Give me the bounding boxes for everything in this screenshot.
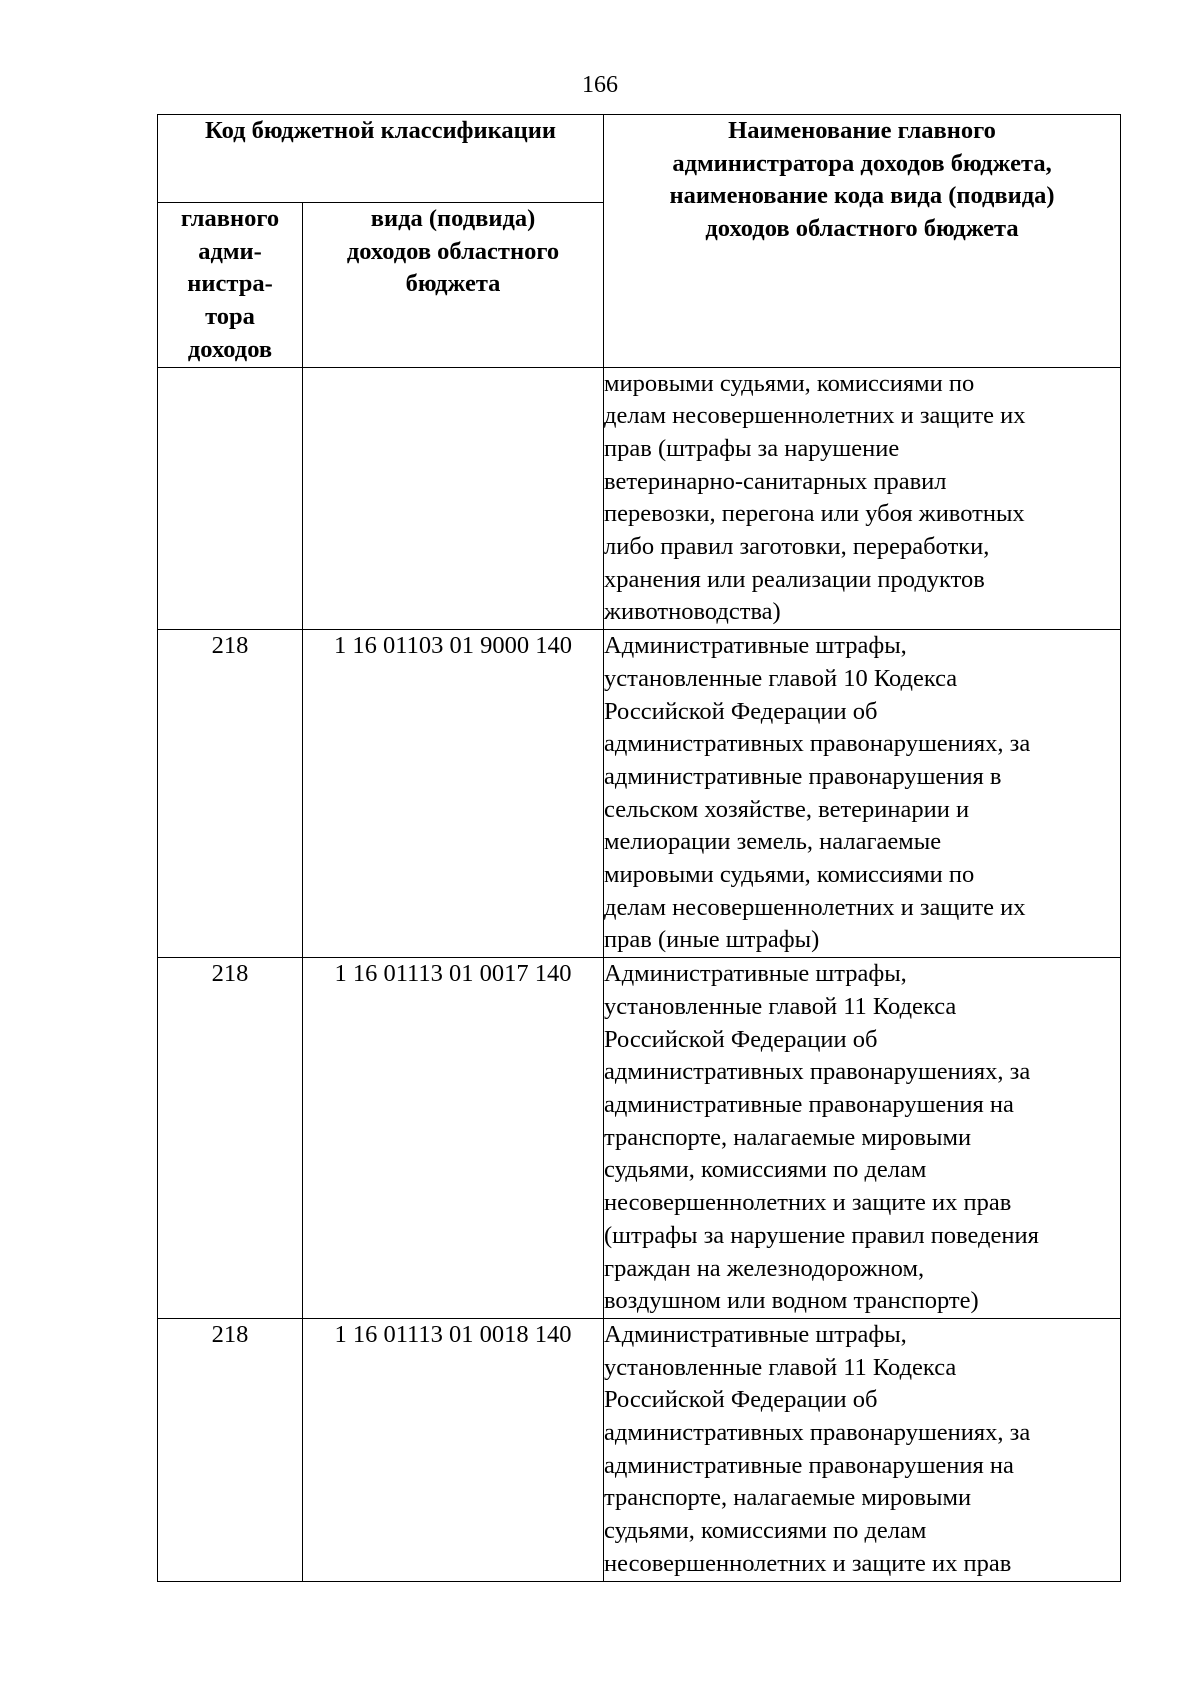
name-cell [604,367,1121,630]
name-line: административных правонарушениях, за [604,730,1031,758]
name-line: ветеринарно-санитарных правил [604,467,947,495]
name-line: мировыми судьями, комиссиями по [604,861,975,889]
name-column-header [604,115,1121,368]
income-kind-code-cell: 1 16 01113 01 0018 140 [303,1318,604,1581]
name-line: воздушном или водном транспорте) [604,1287,979,1315]
budget-classification-table [157,114,1121,1582]
name-line: Российской Федерации об [604,1025,878,1053]
admin-code-cell: 218 [158,958,303,1319]
name-line: животноводства) [604,598,781,626]
name-cell [604,630,1121,958]
name-line: несовершеннолетних и защите их прав [604,1189,1012,1217]
page-number: 166 [582,72,618,98]
name-line: прав (штрафы за нарушение [604,434,900,462]
name-line: делам несовершеннолетних и защите их [604,402,1026,430]
table-row [158,958,1121,1319]
header-line: вида (подвида) [370,205,536,232]
header-line: адми- [198,237,262,265]
name-line: административных правонарушениях, за [604,1058,1031,1086]
name-line: административных правонарушениях, за [604,1419,1031,1447]
name-line: установленные главой 10 Кодекса [604,664,958,692]
table-row [158,630,1121,958]
header-line: Наименование главного [728,117,996,144]
header-line: нистра- [187,270,273,298]
name-line: перевозки, перегона или убоя животных [604,500,1025,528]
kind-column-header [303,203,604,368]
name-line: (штрафы за нарушение правил поведения [604,1221,1039,1249]
name-line: Административные штрафы, [604,960,907,988]
name-line: транспорте, налагаемые мировыми [604,1484,972,1512]
admin-code-cell: 218 [158,630,303,958]
name-cell [604,958,1121,1319]
name-line: несовершеннолетних и защите их прав [604,1549,1012,1577]
name-line: либо правил заготовки, переработки, [604,533,990,561]
name-line: административные правонарушения в [604,762,1002,790]
name-line: Российской Федерации об [604,697,878,725]
name-line: прав (иные штрафы) [604,926,820,954]
name-line: мелиорации земель, налагаемые [604,828,942,856]
header-line: доходов областного бюджета [705,215,1019,243]
table-row [158,1318,1121,1581]
budget-code-group-header: Код бюджетной классификации [158,115,604,203]
name-cell [604,1318,1121,1581]
name-line: делам несовершеннолетних и защите их [604,893,1026,921]
name-line: установленные главой 11 Кодекса [604,992,957,1020]
admin-column-header [158,203,303,368]
name-line: мировыми судьями, комиссиями по [604,369,975,397]
admin-code-cell: 218 [158,1318,303,1581]
table-body [158,367,1121,1581]
name-line: сельском хозяйстве, ветеринарии и [604,795,970,823]
header-line: администратора доходов бюджета, [672,149,1052,177]
name-line: судьями, комиссиями по делам [604,1517,927,1545]
header-line: доходов областного [346,237,560,265]
admin-code-cell [158,367,303,630]
header-line: тора [205,303,255,331]
name-line: Административные штрафы, [604,1320,907,1348]
name-line: Российской Федерации об [604,1386,878,1414]
income-kind-code-cell [303,367,604,630]
income-kind-code-cell: 1 16 01113 01 0017 140 [303,958,604,1319]
name-line: транспорте, налагаемые мировыми [604,1123,972,1151]
name-line: административные правонарушения на [604,1090,1014,1118]
table-header [158,115,1121,368]
header-line: главного [180,205,280,232]
table-row [158,367,1121,630]
name-line: судьями, комиссиями по делам [604,1156,927,1184]
header-line: наименование кода вида (подвида) [669,182,1055,210]
name-line: хранения или реализации продуктов [604,565,985,593]
header-line: бюджета [405,270,501,298]
name-line: Административные штрафы, [604,632,907,660]
name-line: граждан на железнодорожном, [604,1254,925,1282]
name-line: установленные главой 11 Кодекса [604,1353,957,1381]
header-line: доходов [187,335,273,363]
name-line: административные правонарушения на [604,1451,1014,1479]
income-kind-code-cell: 1 16 01103 01 9000 140 [303,630,604,958]
